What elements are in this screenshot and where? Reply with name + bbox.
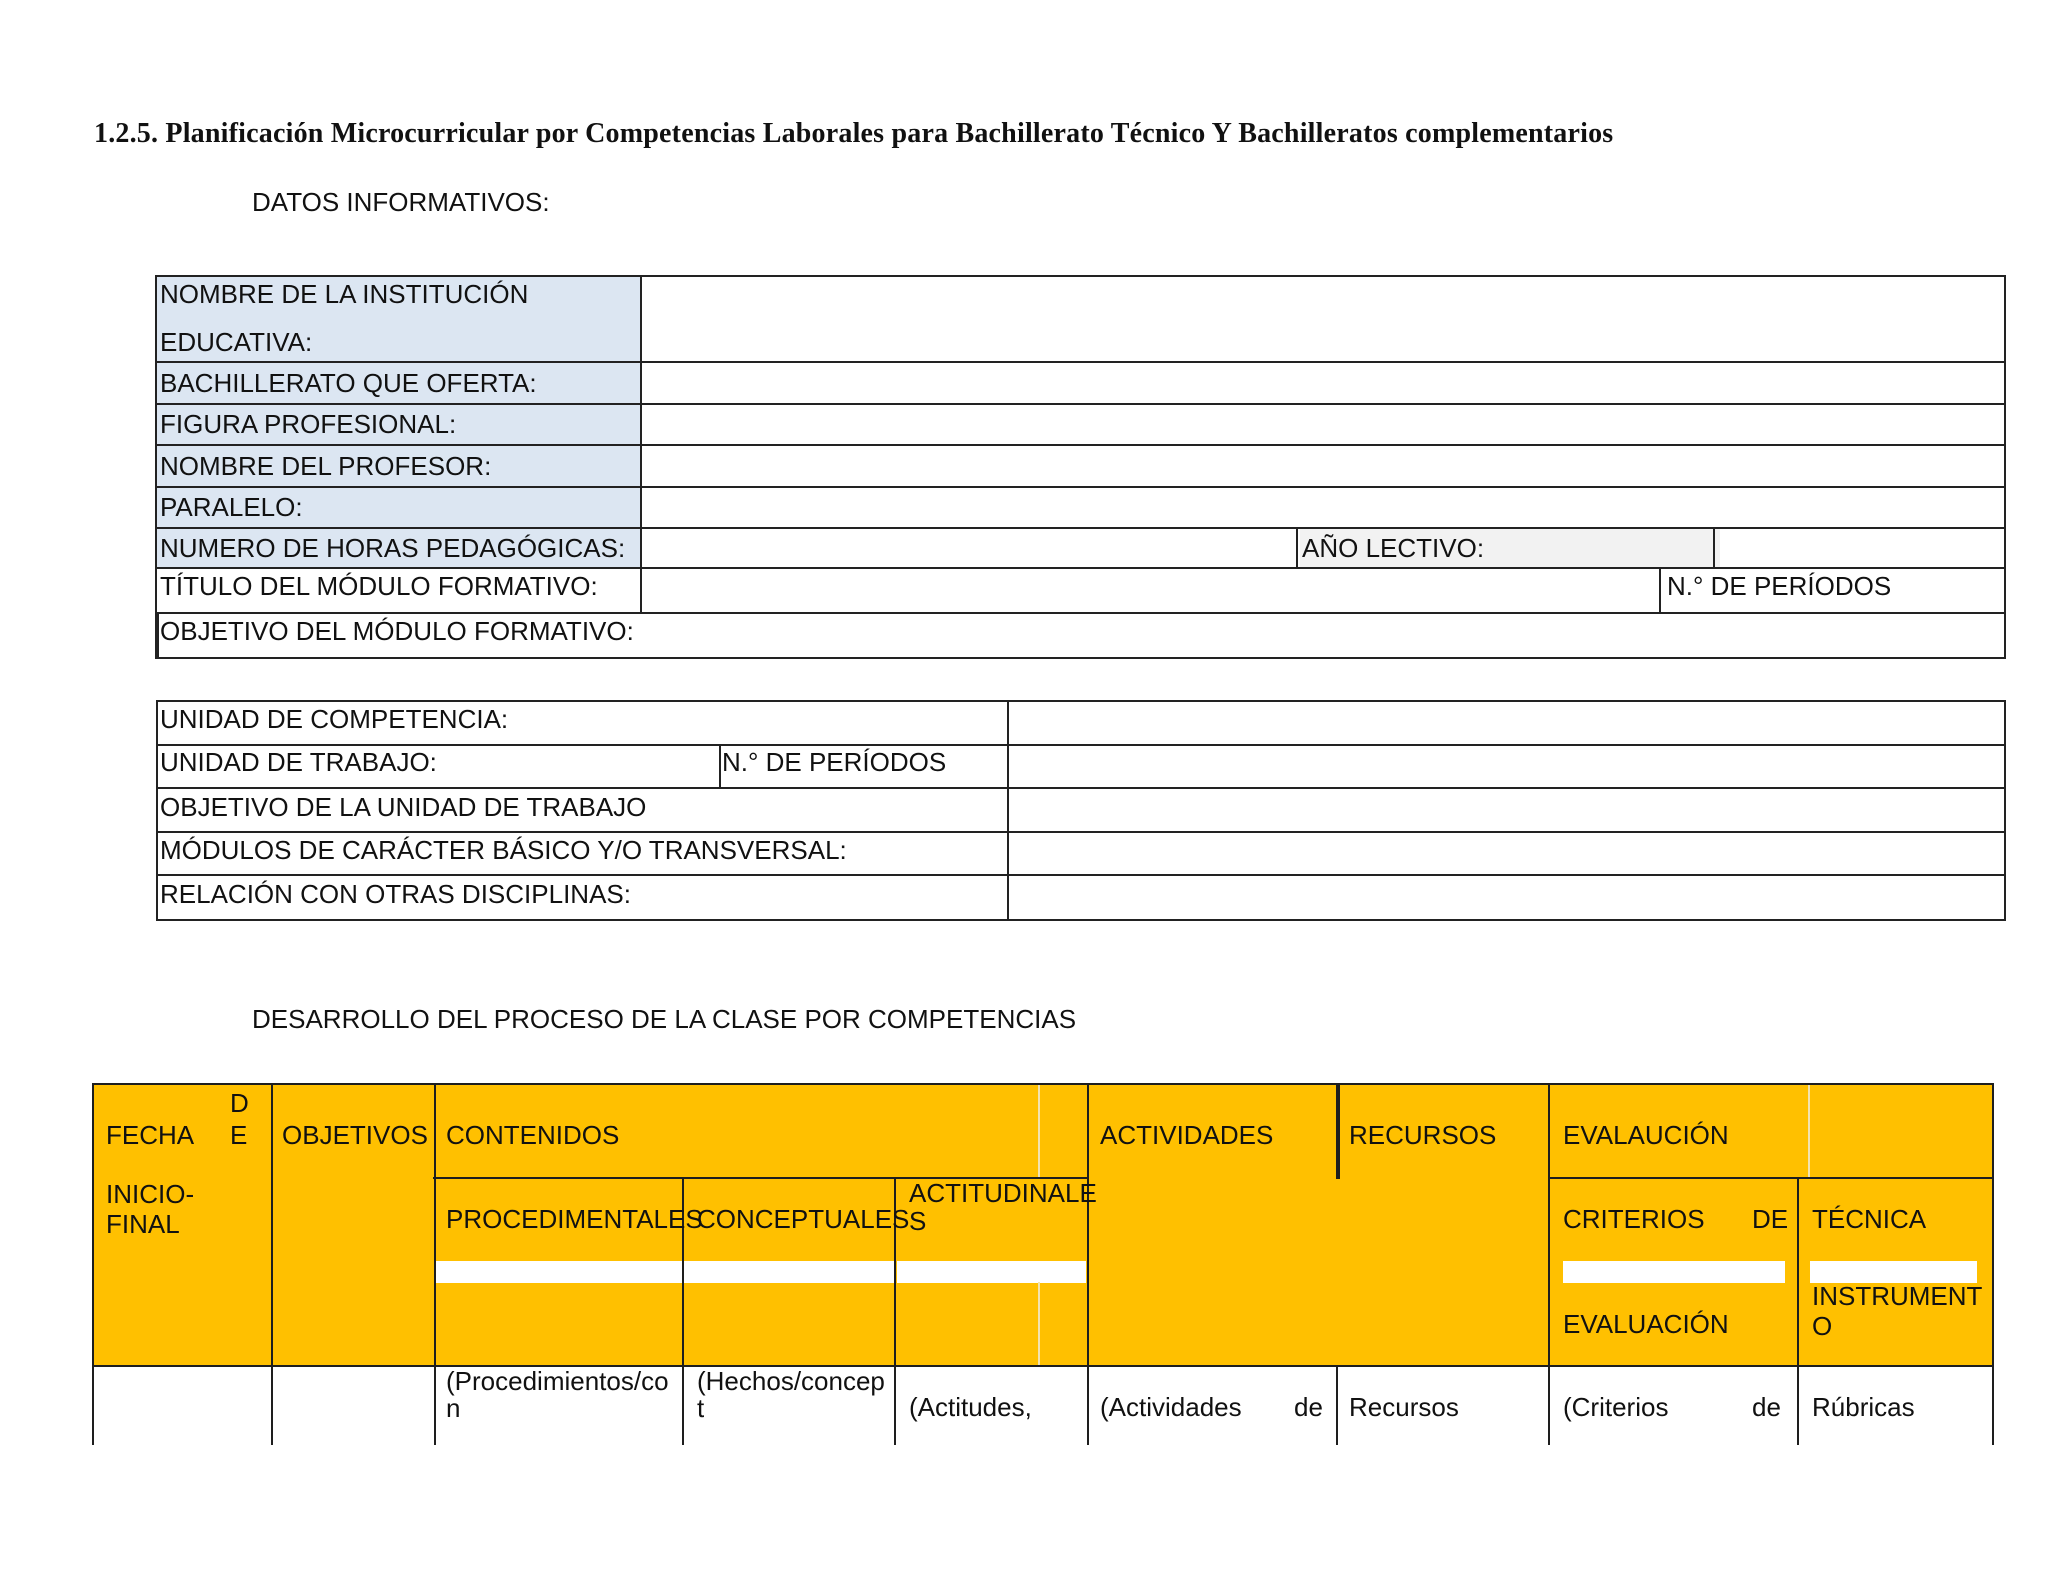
section-process-heading: DESARROLLO DEL PROCESO DE LA CLASE POR COMPETENCIAS [252,1004,1077,1034]
relacion-label: RELACIÓN CON OTRAS DISCIPLINAS: [160,879,631,909]
tecnica-header: TÉCNICA [1812,1204,1927,1234]
recursos-header: RECURSOS [1349,1120,1497,1150]
section-informative-heading: DATOS INFORMATIVOS: [252,187,550,217]
titulo-modulo-label: TÍTULO DEL MÓDULO FORMATIVO: [160,571,598,601]
final-header: FINAL [106,1209,180,1239]
evaluacion-header: EVALAUCIÓN [1563,1120,1729,1150]
row-hechos-1: (Hechos/concep [697,1366,885,1396]
periodos-label: N.° DE PERÍODOS [1667,571,1892,601]
fecha-de-d: D [230,1088,249,1118]
contenidos-header: CONTENIDOS [446,1120,620,1150]
bachillerato-label: BACHILLERATO QUE OFERTA: [160,368,537,398]
fecha-header: FECHA [106,1120,195,1150]
profesor-label: NOMBRE DEL PROFESOR: [160,451,492,481]
horas-label: NUMERO DE HORAS PEDAGÓGICAS: [160,533,626,563]
objetivos-header: OBJETIVOS [282,1120,428,1150]
competencia-label: UNIDAD DE COMPETENCIA: [160,704,509,734]
institution-label-line1: NOMBRE DE LA INSTITUCIÓN [160,279,529,309]
row-hechos-2: t [697,1393,705,1423]
trabajo-label: UNIDAD DE TRABAJO: [160,747,437,777]
instrumento-header-1: INSTRUMENT [1812,1281,1983,1311]
conceptuales-header: CONCEPTUALES [697,1204,910,1234]
procedimentales-header: PROCEDIMENTALES [446,1204,703,1234]
actitudinales-header-2: S [909,1206,927,1236]
actitudinales-header-1: ACTITUDINALE [909,1178,1097,1208]
row-criterios-de: de [1752,1392,1781,1422]
inicio-header: INICIO- [106,1179,195,1209]
row-actividades-de: de [1294,1392,1323,1422]
instrumento-header-2: O [1812,1311,1833,1341]
objetivo-modulo-label: OBJETIVO DEL MÓDULO FORMATIVO: [160,616,634,646]
paralelo-label: PARALELO: [160,492,303,522]
objetivo-unidad-label: OBJETIVO DE LA UNIDAD DE TRABAJO [160,792,647,822]
row-procedimientos-2: n [446,1393,461,1423]
anio-label: AÑO LECTIVO: [1302,533,1485,563]
criterios-de-header: DE [1752,1204,1789,1234]
row-rubricas: Rúbricas [1812,1392,1915,1422]
actividades-header: ACTIVIDADES [1100,1120,1274,1150]
criterios-header: CRITERIOS [1563,1204,1705,1234]
row-procedimientos-1: (Procedimientos/co [446,1366,669,1396]
row-actividades: (Actividades [1100,1392,1242,1422]
fecha-de-e: E [230,1120,248,1150]
figura-label: FIGURA PROFESIONAL: [160,409,457,439]
row-recursos: Recursos [1349,1392,1459,1422]
row-criterios: (Criterios [1563,1392,1669,1422]
modulos-label: MÓDULOS DE CARÁCTER BÁSICO Y/O TRANSVERSAL: [160,835,847,865]
institution-label-line2: EDUCATIVA: [160,327,313,357]
row-actitudes: (Actitudes, [909,1392,1032,1422]
evaluacion-sub-header: EVALUACIÓN [1563,1309,1729,1339]
document-title: 1.2.5. Planificación Microcurricular por Competencias Laborales para Bachillerato Técnico Y Bachilleratos complementarios [94,118,1614,149]
unit-periodos-label: N.° DE PERÍODOS [722,747,947,777]
